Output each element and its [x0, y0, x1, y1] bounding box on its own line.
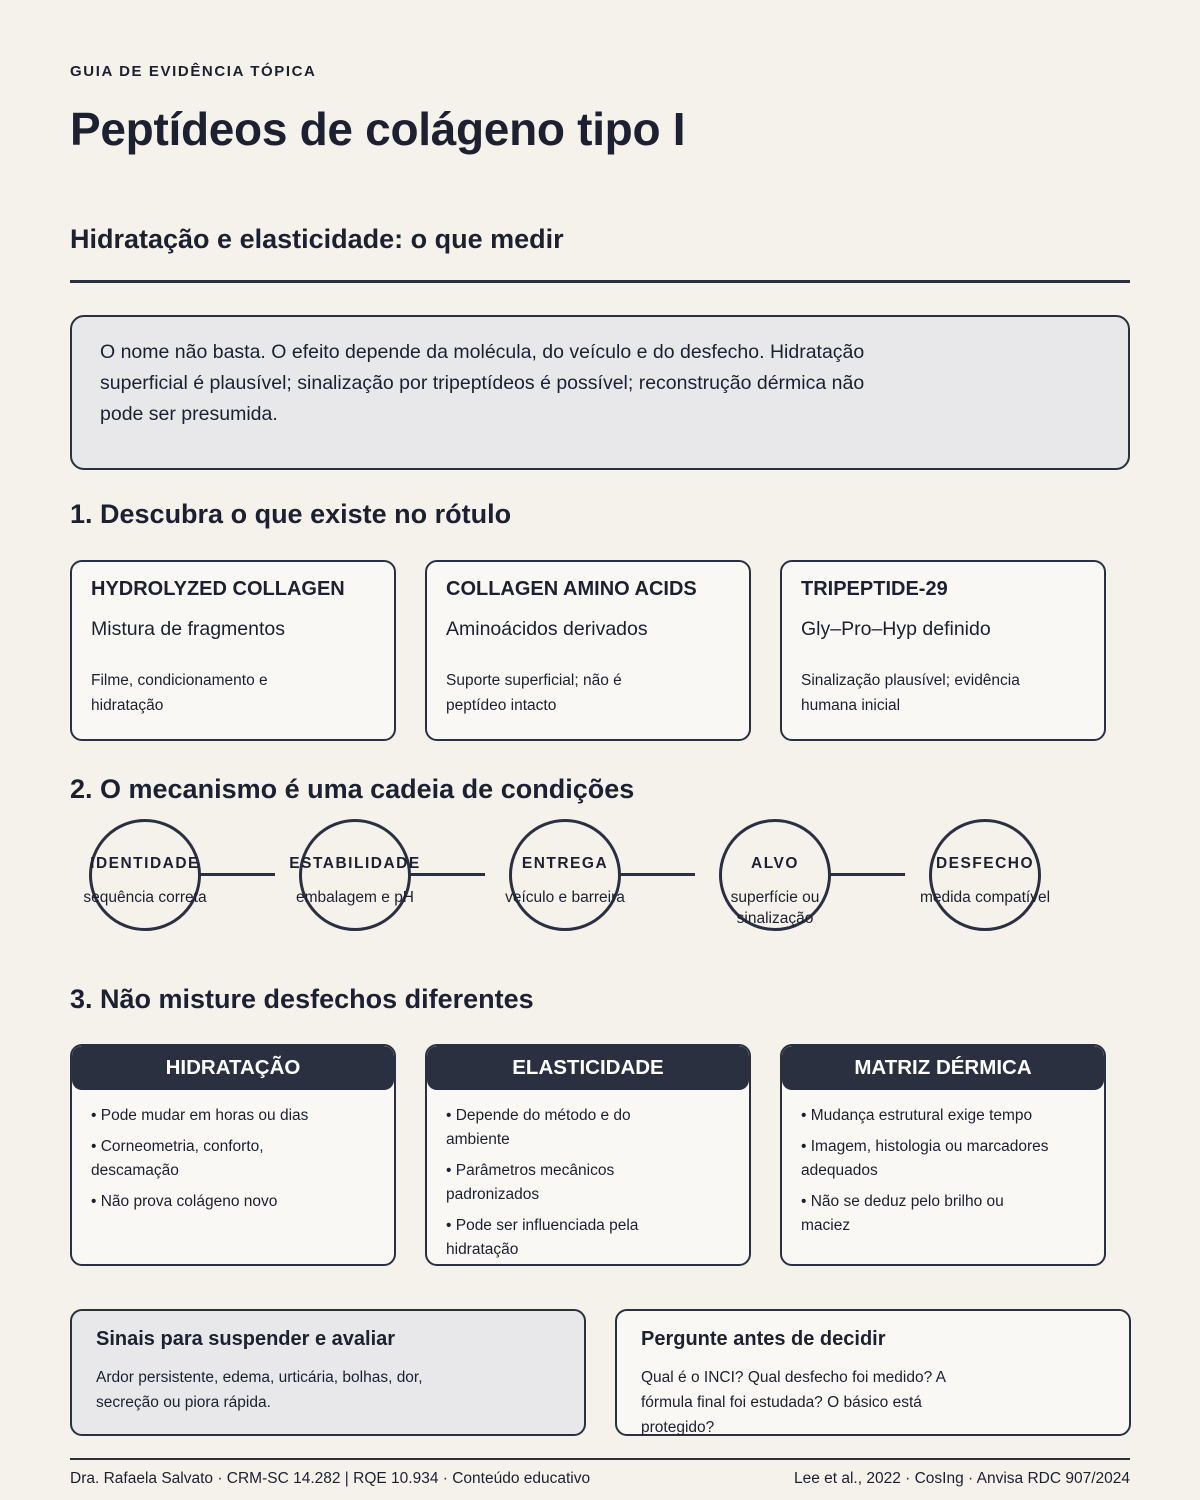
page-subtitle: Hidratação e elasticidade: o que medir — [70, 224, 564, 254]
label-card-subtitle: Gly–Pro–Hyp definido — [801, 618, 991, 640]
warning-signs-line: Ardor persistente, edema, urticária, bolhas, — [96, 1369, 393, 1386]
chain-node-name: DESFECHO — [935, 855, 1035, 872]
warning-signs-line: dor, secreção ou piora rápida. — [96, 1369, 423, 1411]
outcome-list — [427, 1090, 749, 1262]
chain-node-desc-line: sinalização — [736, 910, 814, 927]
footer-author: Dra. Rafaela Salvato · CRM-SC 14.282 | RQE 10.934 · Conteúdo educativo — [70, 1470, 591, 1487]
intro-line: não pode ser presumida. — [100, 372, 865, 425]
questions-line: Qual é o INCI? Qual desfecho foi medido? A — [641, 1369, 946, 1386]
chain-node-name: ENTREGA — [521, 855, 609, 872]
chain-connector — [199, 873, 275, 876]
chain-node-entrega — [505, 819, 625, 931]
label-card-note-line: hidratação — [91, 697, 164, 714]
outcome-card-title: ELASTICIDADE — [427, 1046, 749, 1090]
outcome-item: • Mudança estrutural exige tempo — [801, 1107, 1033, 1124]
label-card-note-line: Suporte superficial; não é — [446, 672, 622, 689]
label-card-name: COLLAGEN AMINO ACIDS — [446, 578, 697, 600]
outcome-item: • Corneometria, conforto, descamação — [91, 1138, 264, 1179]
outcome-card-hidratacao — [70, 1044, 396, 1266]
label-card-note-line: Filme, condicionamento e — [91, 672, 268, 689]
section-3-heading: 3. Não misture desfechos diferentes — [70, 984, 534, 1014]
intro-text — [100, 337, 910, 430]
chain-node-name: IDENTIDADE — [90, 855, 200, 872]
questions-box — [615, 1309, 1131, 1436]
label-card-subtitle: Aminoácidos derivados — [446, 618, 648, 640]
outcome-card-matriz-dermica — [780, 1044, 1106, 1266]
outcome-item: • Imagem, histologia ou marcadores adequados — [801, 1138, 1049, 1179]
outcome-list — [72, 1090, 394, 1214]
label-card-name: TRIPEPTIDE-29 — [801, 578, 948, 600]
outcome-list — [782, 1090, 1104, 1238]
label-card-note — [801, 668, 1031, 718]
chain-node-desc-line: correta — [158, 889, 207, 906]
questions-line: fórmula final foi estudada? O básico está — [641, 1394, 922, 1411]
label-card-note-line: evidência humana inicial — [801, 672, 1020, 714]
chain-node-name: ESTABILIDADE — [289, 855, 421, 872]
outcome-card-title: HIDRATAÇÃO — [72, 1046, 394, 1090]
footer-divider — [70, 1458, 1130, 1460]
chain-node-desc-line: superfície ou — [730, 889, 820, 906]
chain-connector — [619, 873, 695, 876]
outcome-item: • Não prova colágeno novo — [91, 1193, 278, 1210]
questions-line: protegido? — [641, 1419, 715, 1436]
label-card-note-line: peptídeo intacto — [446, 697, 557, 714]
warning-signs-title: Sinais para suspender e avaliar — [96, 1328, 396, 1350]
label-card-note — [91, 668, 321, 718]
label-card-note-line: Sinalização plausível; — [801, 672, 951, 689]
chain-node-name: ALVO — [751, 855, 799, 872]
header-divider — [70, 280, 1130, 283]
warning-signs-box — [70, 1309, 586, 1436]
label-card-subtitle: Mistura de fragmentos — [91, 618, 286, 640]
chain-node-desc-line: sequência — [83, 889, 155, 906]
kicker: GUIA DE EVIDÊNCIA TÓPICA — [70, 63, 317, 80]
section-2-heading: 2. O mecanismo é uma cadeia de condições — [70, 774, 635, 804]
chain-node-desc-line: compatível — [975, 889, 1051, 906]
chain-node-desc — [910, 887, 1060, 908]
footer-references: Lee et al., 2022 · CosIng · Anvisa RDC 907/2024 — [793, 1470, 1130, 1487]
intro-line: O nome não basta. O efeito depende da molécula, do veículo e do desfecho. Hidratação — [100, 341, 865, 363]
label-card-name: HYDROLYZED COLLAGEN — [91, 578, 345, 600]
outcome-item: • Pode ser influenciada pela hidratação — [446, 1217, 639, 1258]
outcome-item: • Parâmetros mecânicos padronizados — [446, 1162, 615, 1203]
section-1-heading: 1. Descubra o que existe no rótulo — [70, 499, 512, 529]
chain-node-desc-line: barreira — [571, 889, 625, 906]
outcome-card-title: MATRIZ DÉRMICA — [782, 1046, 1104, 1090]
chain-node-desc — [700, 887, 850, 929]
outcome-item: • Pode mudar em horas ou dias — [91, 1107, 309, 1124]
label-card-hydrolyzed-collagen — [70, 560, 396, 741]
questions-text — [641, 1365, 981, 1440]
page-title: Peptídeos de colágeno tipo I — [70, 103, 686, 155]
outcome-item: • Não se deduz pelo brilho ou maciez — [801, 1193, 1004, 1234]
chain-node-identidade — [83, 819, 207, 931]
chain-node-desc — [490, 887, 640, 908]
chain-node-desc-line: medida — [919, 889, 971, 906]
label-card-collagen-amino-acids — [425, 560, 751, 741]
chain-node-estabilidade — [289, 819, 421, 931]
chain-node-desc-line: embalagem e pH — [295, 889, 415, 906]
chain-node-desfecho — [919, 819, 1051, 931]
questions-title: Pergunte antes de decidir — [641, 1328, 886, 1350]
chain-node-alvo — [719, 819, 831, 931]
chain-connector — [409, 873, 485, 876]
warning-signs-text — [96, 1365, 436, 1415]
label-card-note — [446, 668, 676, 718]
intro-line: superficial é plausível; sinalização por tripeptídeos é possível; reconstrução dérmica — [100, 372, 827, 394]
chain-node-desc — [280, 887, 430, 908]
intro-box — [70, 315, 1130, 470]
chain-node-desc — [70, 887, 220, 908]
label-card-tripeptide-29 — [780, 560, 1106, 741]
outcome-item: • Depende do método e do ambiente — [446, 1107, 631, 1148]
chain-connector — [829, 873, 905, 876]
outcome-card-elasticidade — [425, 1044, 751, 1266]
chain-node-desc-line: veículo e — [505, 889, 568, 906]
